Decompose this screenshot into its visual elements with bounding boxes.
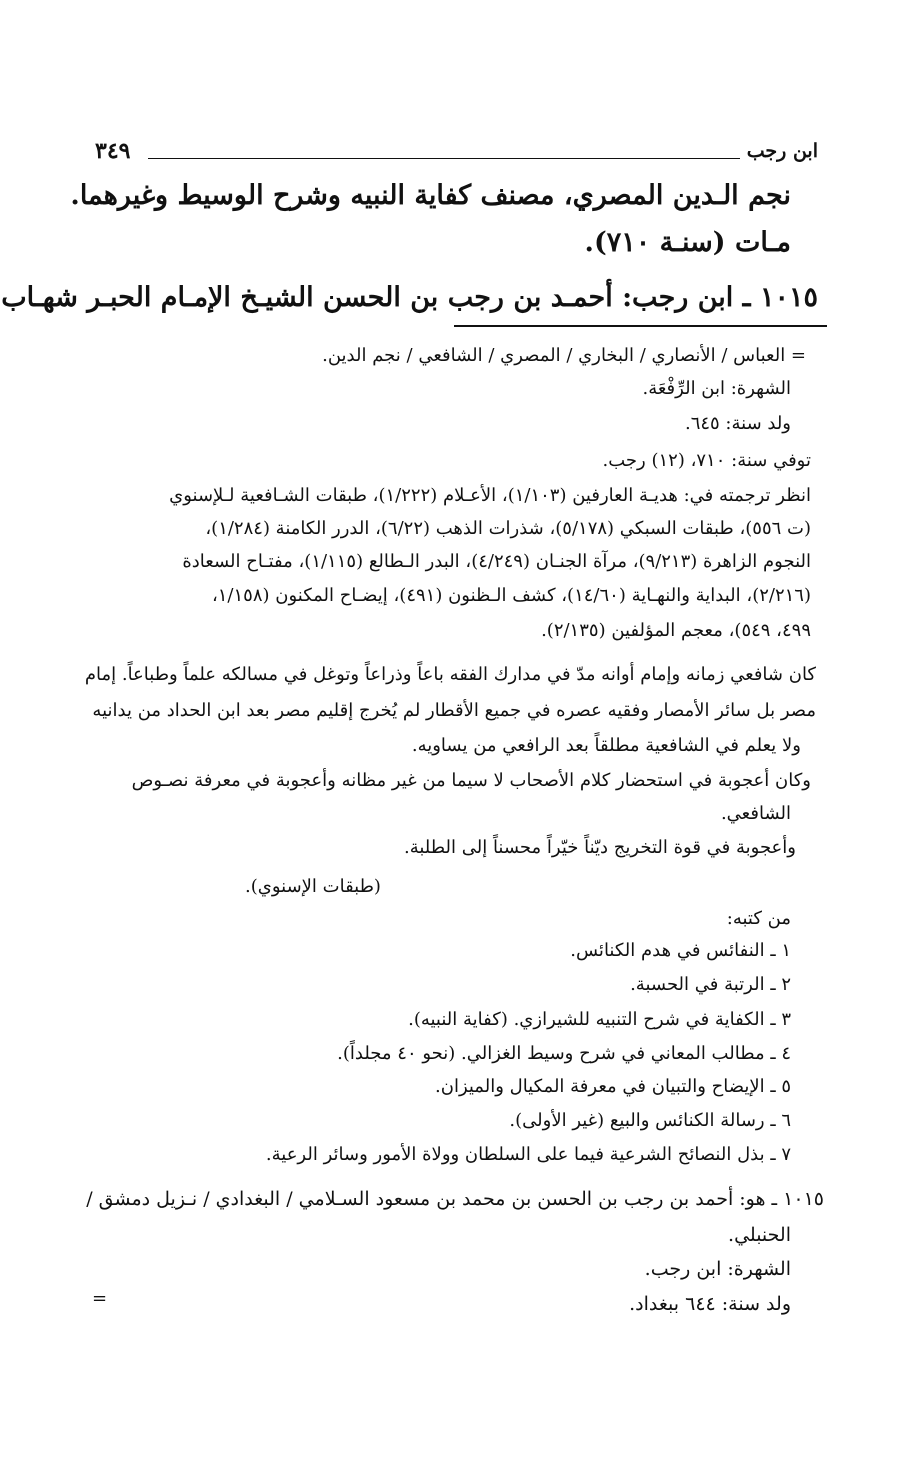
shuhra-line: الشهرة: ابن الرِّفْعَة. [642,378,791,399]
sources-line-2: (ت ٥٥٦)، طبقات السبكي (٥/١٧٨)، شذرات الذهب (٦/٢٢)، الدرر الكامنة (١/٢٨٤)، [205,518,811,539]
death-line: توفي سنة: ٧١٠، (١٢) رجب. [602,450,811,471]
birth-line: ولد سنة: ٦٤٥. [684,413,791,434]
bio-line-5: الشافعي. [720,803,791,824]
prev-entry-line-1: نجم الـدين المصري، مصنف كفاية النبيه وشرح الوسيط وغيرهما. [70,180,791,211]
sources-line-4: (٢/٢١٦)، البداية والنهـاية (١٤/٦٠)، كشف الـظنون (٤٩١)، إيضـاح المكنون (١/١٥٨، [211,585,811,606]
sources-line-5: ٤٩٩، ٥٤٩)، معجم المؤلفين (٢/١٣٥). [541,620,811,641]
book-item-2: ٢ ـ الرتبة في الحسبة. [630,974,791,995]
entry-rule [454,325,827,327]
entry2-line-2: الحنبلي. [728,1224,791,1246]
entry2-line-1: ١٠١٥ ـ هو: أحمد بن رجب بن الحسن بن محمد بن مسعود السـلامي / البغدادي / نـزيل دمشق / [86,1188,824,1210]
sources-line-3: النجوم الزاهرة (٩/٢١٣)، مرآة الجنـان (٤/٢٤٩)، البدر الـطالع (١/١١٥)، مفتـاح السعادة [182,551,811,572]
book-item-4: ٤ ـ مطالب المعاني في شرح وسيط الغزالي. (نحو ٤٠ مجلداً). [337,1043,791,1064]
sources-line-1: انظر ترجمته في: هديـة العارفين (١/١٠٣)، الأعـلام (١/٢٢٢)، طبقات الشـافعية لـلإسنوي [169,485,811,506]
entry2-birth: ولد سنة: ٦٤٤ ببغداد. [629,1293,791,1315]
book-item-5: ٥ ـ الإيضاح والتبيان في معرفة المكيال والميزان. [435,1076,791,1097]
header-rule [148,158,740,159]
bio-line-2: مصر بل سائر الأمصار وفقيه عصره في جميع الأقطار لم يُخرج إقليم مصر بعد ابن الحداد من يدانيه [92,700,816,721]
nisba-line: = العباس / الأنصاري / البخاري / المصري / الشافعي / نجم الدين. [322,345,806,366]
bio-source: (طبقات الإسنوي). [245,876,381,897]
book-item-1: ١ ـ النفائس في هدم الكنائس. [570,940,791,961]
bio-line-3: ولا يعلم في الشافعية مطلقاً بعد الرافعي من يساويه. [411,735,801,756]
book-item-7: ٧ ـ بذل النصائح الشرعية فيما على السلطان وولاة الأمور وسائر الرعية. [265,1144,791,1165]
prev-entry-line-2: مـات (سنـة ٧١٠). [584,227,791,258]
continuation-mark: = [92,1288,108,1309]
entry2-shuhra: الشهرة: ابن رجب. [644,1258,791,1280]
bio-line-6: وأعجوبة في قوة التخريج ديّناً خيّراً محسناً إلى الطلبة. [404,837,796,858]
book-item-6: ٦ ـ رسالة الكنائس والبيع (غير الأولى). [509,1110,791,1131]
bio-line-1: كان شافعي زمانه وإمام أوانه مدّ في مدارك الفقه باعاً وذراعاً وتوغل في مسالكه علماً وطباعاً. إمام [84,664,816,685]
entry-heading: ١٠١٥ ـ ابن رجب: أحمـد بن رجب بن الحسن الشيـخ الإمـام الحبـر شهـاب [1,282,818,313]
bio-line-4: وكان أعجوبة في استحضار كلام الأصحاب لا سيما من غير مظانه وأعجوبة في معرفة نصـوص [131,770,811,791]
book-item-3: ٣ ـ الكفاية في شرح التنبيه للشيرازي. (كفاية النبيه). [408,1009,791,1030]
page-number: ٣٤٩ [95,138,131,164]
running-title: ابن رجب [746,140,818,162]
books-heading: من كتبه: [726,908,791,929]
